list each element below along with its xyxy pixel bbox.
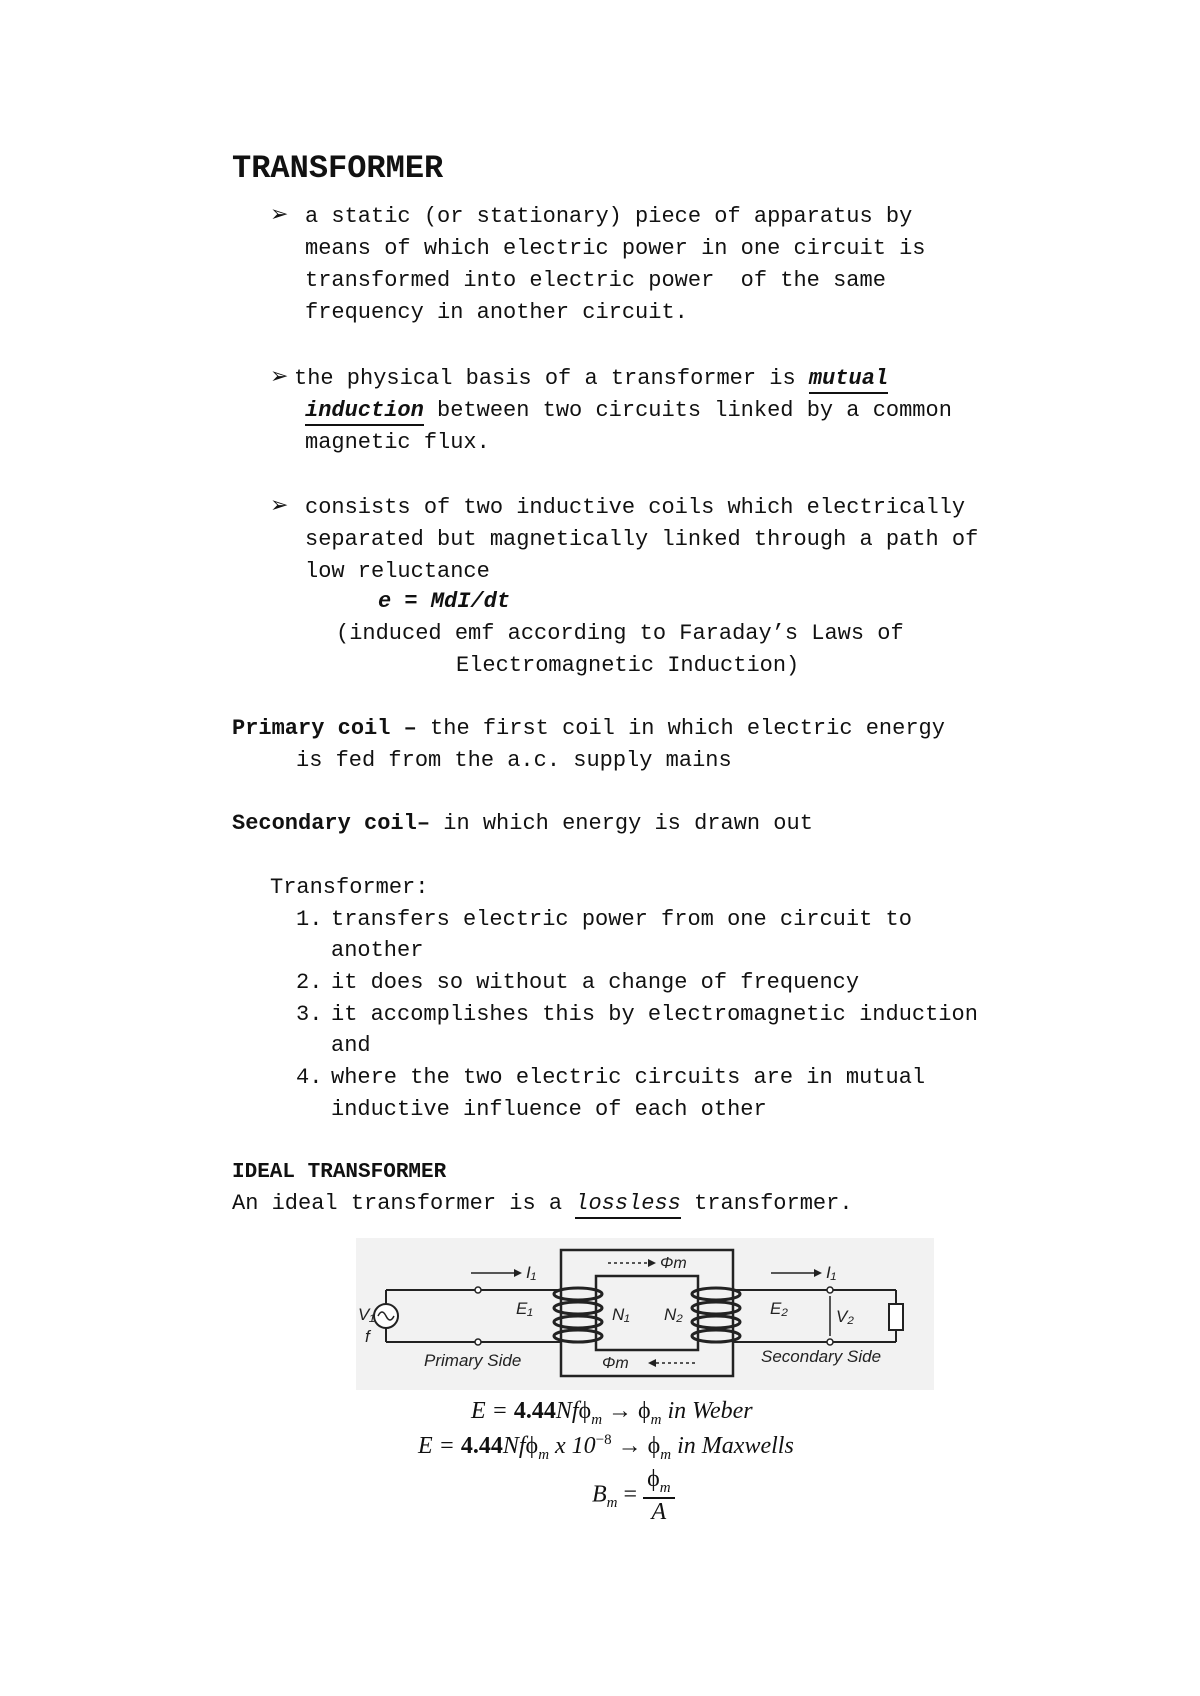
ideal-transformer-diagram [356,1238,934,1390]
bullet-arrow-icon: ➢ [270,364,289,389]
emphasis-lossless: lossless [575,1191,681,1219]
subscript-m: m [660,1446,672,1463]
phi-symbol: ϕ [647,1466,660,1492]
ideal-transformer-heading: IDEAL TRANSFORMER [232,1161,447,1184]
formula-coefficient: 4.44 [460,1433,503,1459]
page-title: TRANSFORMER [232,150,444,187]
label-flux-bottom: Φm [602,1355,629,1372]
label-primary-side: Primary Side [424,1351,522,1370]
list-item: it accomplishes this by electromagnetic induction [331,1002,978,1027]
formula-text: E = [471,1398,514,1424]
formula-coefficient: 4.44 [513,1398,556,1424]
fraction-denominator [643,1499,674,1526]
subscript-m: m [606,1495,618,1512]
exponent: −8 [595,1432,612,1448]
formula-vars: Nf [555,1398,579,1424]
subscript-m: m [650,1411,662,1428]
unit-text: in Weber [661,1398,753,1424]
text-line: separated but magnetically linked through a path of [305,527,979,552]
label-e2: E₂ [770,1299,788,1318]
fraction [643,1466,674,1526]
text-line: frequency in another circuit. [305,300,688,325]
arrow-symbol: → [602,1398,639,1424]
text-line: means of which electric power in one circuit is [305,236,926,261]
list-number: 4. [296,1065,323,1090]
label-v2: V₂ [836,1307,854,1326]
denominator-text: A [651,1498,667,1525]
label-v1: V₁ [358,1305,375,1324]
fraction-numerator [643,1466,674,1499]
bullet-arrow-icon: ➢ [270,202,289,227]
formula-flux-density [592,1466,675,1526]
text-run: the first coil in which electric energy [416,716,945,741]
text-line: Electromagnetic Induction) [456,653,800,678]
phi-symbol: ϕ [525,1433,539,1459]
subscript-m: m [591,1411,603,1428]
text-line [294,366,888,392]
text-line: magnetic flux. [305,430,490,455]
list-item: inductive influence of each other [331,1097,767,1122]
text-run: transformer. [680,1191,853,1216]
text-line: transformed into electric power of the same [305,268,886,293]
term-primary-coil: Primary coil – [232,716,417,741]
list-item: transfers electric power from one circuit to [331,907,912,932]
equals-sign: = [617,1481,644,1508]
formula-emf-weber [471,1398,753,1429]
phi-symbol: ϕ [647,1433,661,1459]
text-run: the physical basis of a transformer is [294,366,809,391]
label-n2: N₂ [664,1305,683,1324]
text-line: (induced emf according to Faraday’s Laws of [336,621,904,646]
phi-symbol: ϕ [638,1398,651,1424]
terminal [475,1287,481,1293]
text-run: in which energy is drawn out [430,811,813,836]
emphasis-induction: induction [305,398,424,426]
equation-emf: e = MdI/dt [378,589,511,614]
load-resistor-icon [889,1304,903,1330]
text-line [305,398,952,424]
label-n1: N₁ [612,1305,630,1324]
list-number: 2. [296,970,323,995]
list-item: and [331,1033,371,1058]
label-secondary-side: Secondary Side [761,1347,882,1366]
text-run: An ideal transformer is a [232,1191,576,1216]
label-i1-secondary: I₁ [826,1263,837,1282]
text-line: a static (or stationary) piece of apparatus by [305,204,913,229]
terminal [827,1339,833,1345]
terminal [475,1339,481,1345]
list-item: where the two electric circuits are in mutual [331,1065,926,1090]
text-run: between two circuits linked by a common [423,398,952,423]
list-item: it does so without a change of frequency [331,970,860,995]
subscript-m: m [659,1479,671,1496]
list-number: 3. [296,1002,323,1027]
formula-text: B [592,1481,607,1508]
text-line: low reluctance [305,559,490,584]
label-e1: E₁ [516,1299,533,1318]
terminal [827,1287,833,1293]
text-line: consists of two inductive coils which electrically [305,495,966,520]
formula-emf-maxwells [418,1432,794,1464]
text-line: is fed from the a.c. supply mains [296,748,732,773]
term-secondary-coil: Secondary coil– [232,811,431,836]
arrow-symbol: → [611,1433,648,1459]
unit-text: in Maxwells [671,1433,794,1459]
primary-coil-definition [232,716,945,742]
multiplier-text: x 10 [549,1433,596,1459]
formula-vars: Nf [502,1433,526,1459]
formula-text: E = [418,1433,461,1459]
list-item: another [331,938,424,963]
secondary-coil-definition [232,811,813,837]
bullet-arrow-icon: ➢ [270,493,289,518]
label-flux-top: Φm [660,1255,687,1272]
label-i1-primary: I₁ [526,1263,537,1282]
emphasis-mutual: mutual [809,366,888,394]
subscript-m: m [538,1446,550,1463]
label-f: f [365,1327,370,1346]
list-number: 1. [296,907,323,932]
list-heading: Transformer: [270,875,429,900]
ideal-transformer-sentence [232,1191,853,1217]
phi-symbol: ϕ [578,1398,592,1424]
